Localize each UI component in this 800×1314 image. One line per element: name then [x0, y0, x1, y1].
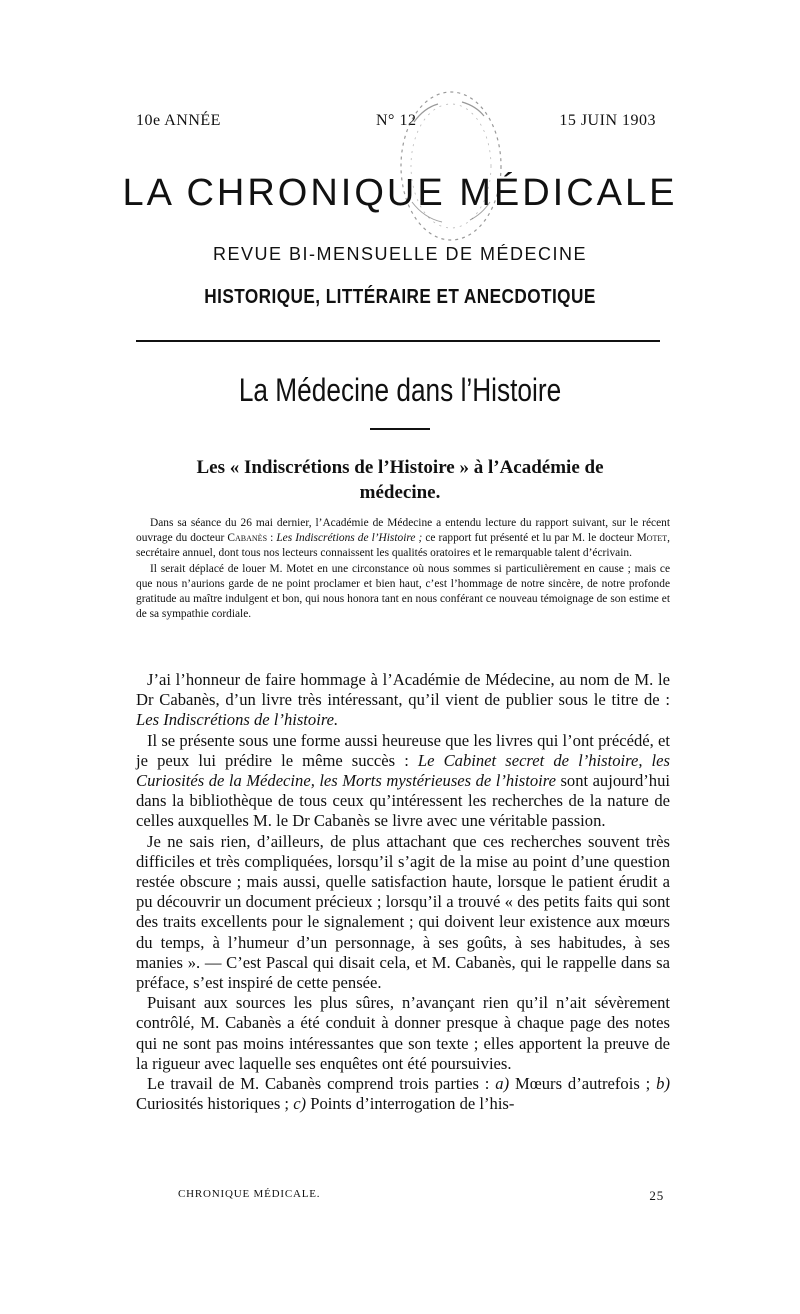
issue-header: [136, 112, 656, 134]
library-stamp-icon: [392, 82, 510, 250]
section-title: La Médecine dans l’Histoire: [238, 372, 562, 408]
body-paragraph: Il se présente sous une forme aussi heureuse que les livres qui l’ont précédé, et je peux lui prédire le même succès : Le Cabinet secret de l’histoire, les Curiosités de la Médecine, les Morts mystérieuses de l’histoire sont aujourd’hui dans la bibliothèque de tous ceux qu’intéressent les recherches de la nature de celles auxquelles M. le Dr Cabanès se livre avec une véritable passion.: [136, 730, 670, 831]
intro-paragraph: Dans sa séance du 26 mai dernier, l’Académie de Médecine a entendu lecture du rapport suivant, sur le récent ouvrage du docteur Cabanès : Les Indiscrétions de l’Histoire ; ce rapport fut présenté et lu par M. le docteur Motet, secrétaire annuel, dont tous nos lecteurs connaissent les qualités oratoires et le remarquable talent d’écrivain.: [136, 517, 670, 560]
footer-journal-name: CHRONIQUE MÉDICALE.: [178, 1188, 321, 1200]
body-paragraph: Le travail de M. Cabanès comprend trois parties : a) Mœurs d’autrefois ; b) Curiosités historiques ; c) Points d’interrogation de l’his-: [136, 1074, 670, 1114]
page-footer: [178, 1188, 664, 1206]
journal-title: LA CHRONIQUE MÉDICALE: [122, 172, 678, 214]
year-label: 10e ANNÉE: [136, 112, 221, 129]
article-body: [136, 670, 670, 1114]
intro-paragraph: Il serait déplacé de louer M. Motet en une circonstance où nous sommes si particulièrement en cause ; mais ce que nous n’aurions garde de ne point proclamer et bien haut, c’est l’hommage de notre sincère, de notre profonde gratitude au maître indulgent et bon, qui nous honora tant en nous conférant ce nouveau témoignage de son estime et de sa sympathie cordiale.: [136, 562, 670, 621]
article-intro: [136, 516, 670, 622]
section-rule: [370, 428, 430, 430]
body-paragraph: Puisant aux sources les plus sûres, n’avançant rien qu’il n’ait sévèrement contrôlé, M. Cabanès a été conduit à donner presque à chaque page des notes qui ne sont pas moins intéressantes que son texte ; elles apportent la preuve de la rigueur avec laquelle ses enquêtes ont été poursuivies.: [136, 993, 670, 1073]
article-title: Les « Indiscrétions de l’Histoire » à l’Académie de médecine.: [196, 457, 604, 503]
issue-number: N° 12: [376, 112, 417, 129]
body-paragraph: Je ne sais rien, d’ailleurs, de plus attachant que ces recherches souvent très difficiles et très compliquées, lorsqu’il s’agit de la mise au point d’une question restée obscure ; mais aussi, quelle satisfaction haute, lorsque le patient érudit a pu découvrir un document précieux ; lorsqu’il a trouvé « des petits faits qui sont des traits excellents pour le signalement ; qui doivent leur existence aux mœurs du temps, à l’humeur d’un personnage, à ses goûts, à ses habitudes, à ses manies ». — C’est Pascal qui disait cela, et M. Cabanès, qui le rappelle dans sa préface, s’est inspiré de cette pensée.: [136, 831, 670, 993]
body-paragraph: J’ai l’honneur de faire hommage à l’Académie de Médecine, au nom de M. le Dr Cabanès, d’un livre très intéressant, qu’il vient de publier sous le titre de : Les Indiscrétions de l’histoire.: [136, 670, 670, 730]
journal-subtitle-2: HISTORIQUE, LITTÉRAIRE ET ANECDOTIQUE: [204, 286, 596, 308]
issue-date: 15 JUIN 1903: [559, 112, 656, 129]
page-number: 25: [649, 1188, 664, 1203]
journal-subtitle: REVUE BI-MENSUELLE DE MÉDECINE: [212, 244, 588, 264]
masthead-rule: [136, 340, 660, 342]
